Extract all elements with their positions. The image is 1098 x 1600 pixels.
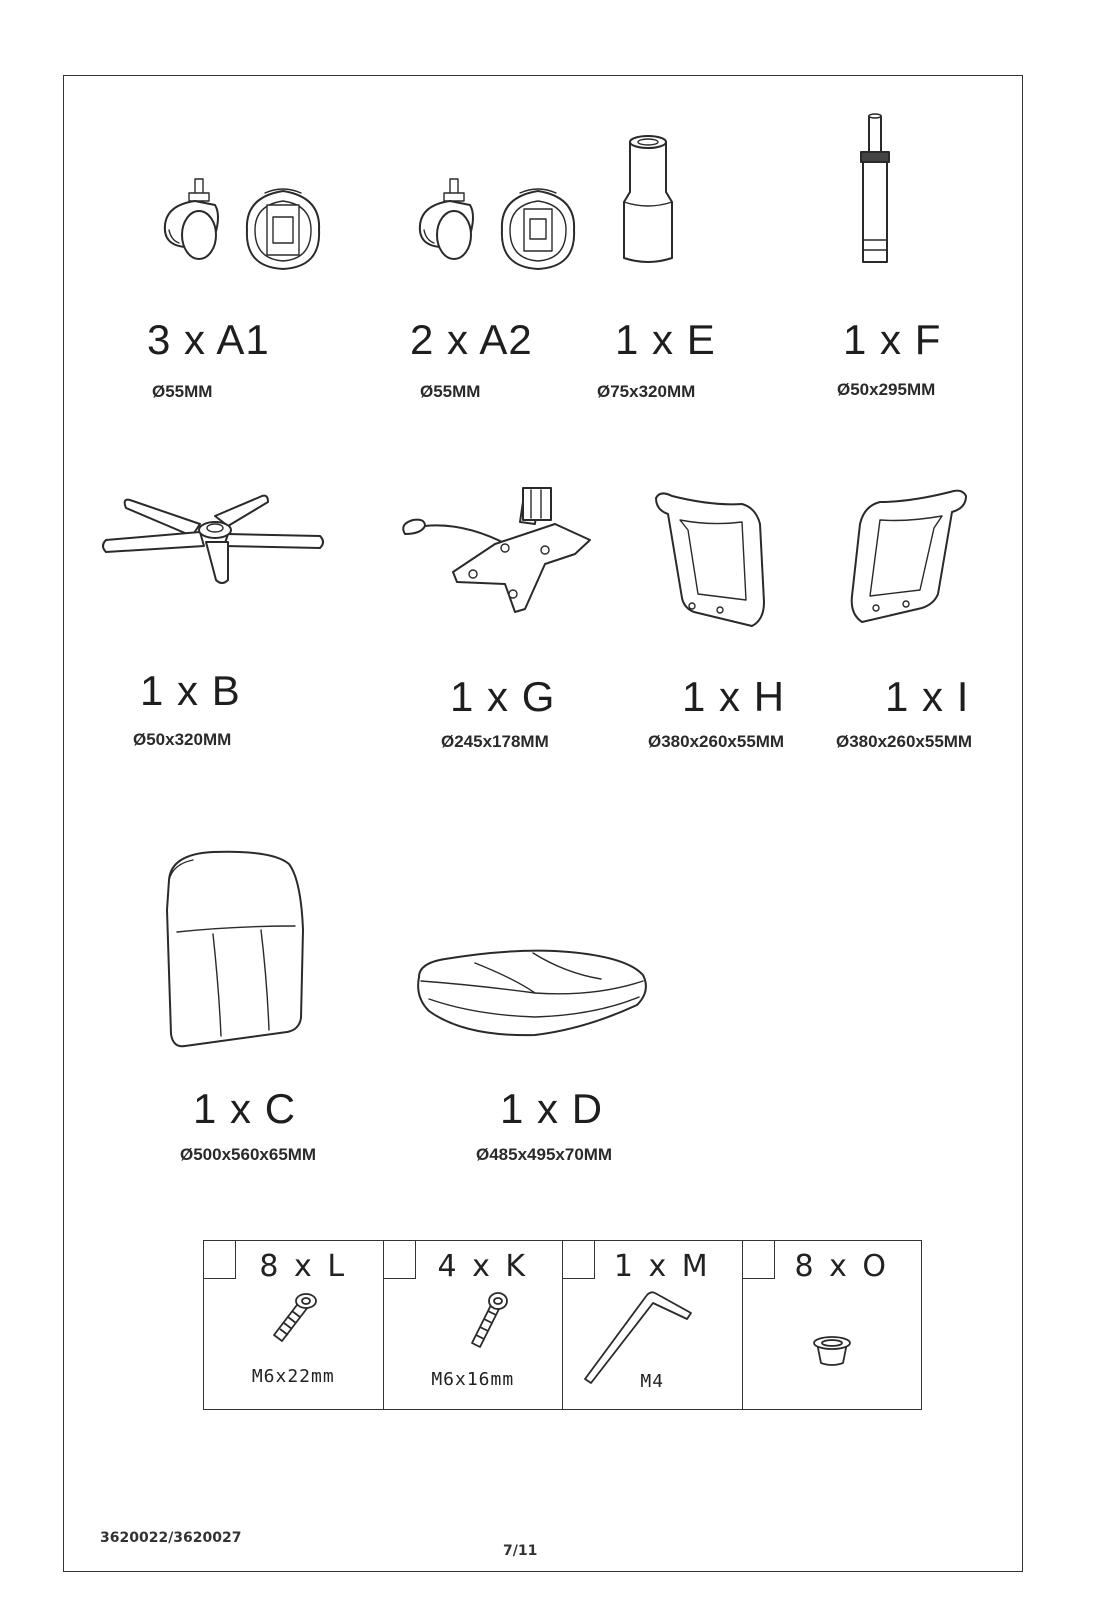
part-dim-F: Ø50x295MM [837,380,936,399]
part-qty-I: 1 x I [885,673,970,720]
bolt-icon [462,1289,512,1351]
hardware-cell-K [384,1241,564,1409]
part-dim-A1: Ø55MM [152,382,213,401]
part-qty-E: 1 x E [615,316,716,363]
washer-cap-icon [811,1331,853,1369]
gas-lift-cylinder-icon [855,112,895,267]
part-dim-C: Ø500x560x65MM [180,1145,317,1164]
star-base-icon [100,488,330,593]
armrest-right-icon [848,488,970,634]
hardware-cell-L [204,1241,384,1409]
part-qty-A1: 3 x A1 [147,316,270,363]
caster-wheel-icon [155,175,335,270]
hardware-qty-O: 8 x O [794,1249,890,1284]
part-dim-A2: Ø55MM [420,382,481,401]
gas-lift-cover-icon [620,132,676,267]
hardware-cell-O [743,1241,922,1409]
part-dim-H: Ø380x260x55MM [648,732,785,751]
hardware-size-L: M6x22mm [251,1366,335,1387]
page-number: 7/11 [503,1543,538,1559]
caster-wheel-icon [410,175,590,270]
tilt-mechanism-icon [395,484,595,619]
part-qty-A2: 2 x A2 [410,316,533,363]
armrest-left-icon [652,490,772,638]
hardware-size-K: M6x16mm [431,1369,515,1390]
model-number: 3620022/3620027 [100,1530,242,1546]
hardware-size-M: M4 [640,1371,665,1392]
hardware-cell-M [563,1241,743,1409]
part-dim-E: Ø75x320MM [597,382,696,401]
part-qty-G: 1 x G [450,673,556,720]
part-qty-F: 1 x F [843,316,942,363]
hardware-table [203,1240,922,1410]
backrest-icon [163,850,311,1055]
part-qty-C: 1 x C [193,1085,297,1132]
seat-cushion-icon [415,945,650,1040]
hardware-qty-L: 8 x L [259,1249,348,1284]
hardware-qty-M: 1 x M [613,1249,711,1284]
part-dim-D: Ø485x495x70MM [476,1145,613,1164]
part-qty-B: 1 x B [140,667,241,714]
part-dim-I: Ø380x260x55MM [836,732,973,751]
part-dim-G: Ø245x178MM [441,732,549,751]
part-qty-H: 1 x H [682,673,786,720]
part-qty-D: 1 x D [500,1085,604,1132]
part-dim-B: Ø50x320MM [133,730,232,749]
allen-key-icon [581,1291,693,1383]
hardware-qty-K: 4 x K [437,1249,529,1284]
bolt-icon [260,1289,320,1349]
